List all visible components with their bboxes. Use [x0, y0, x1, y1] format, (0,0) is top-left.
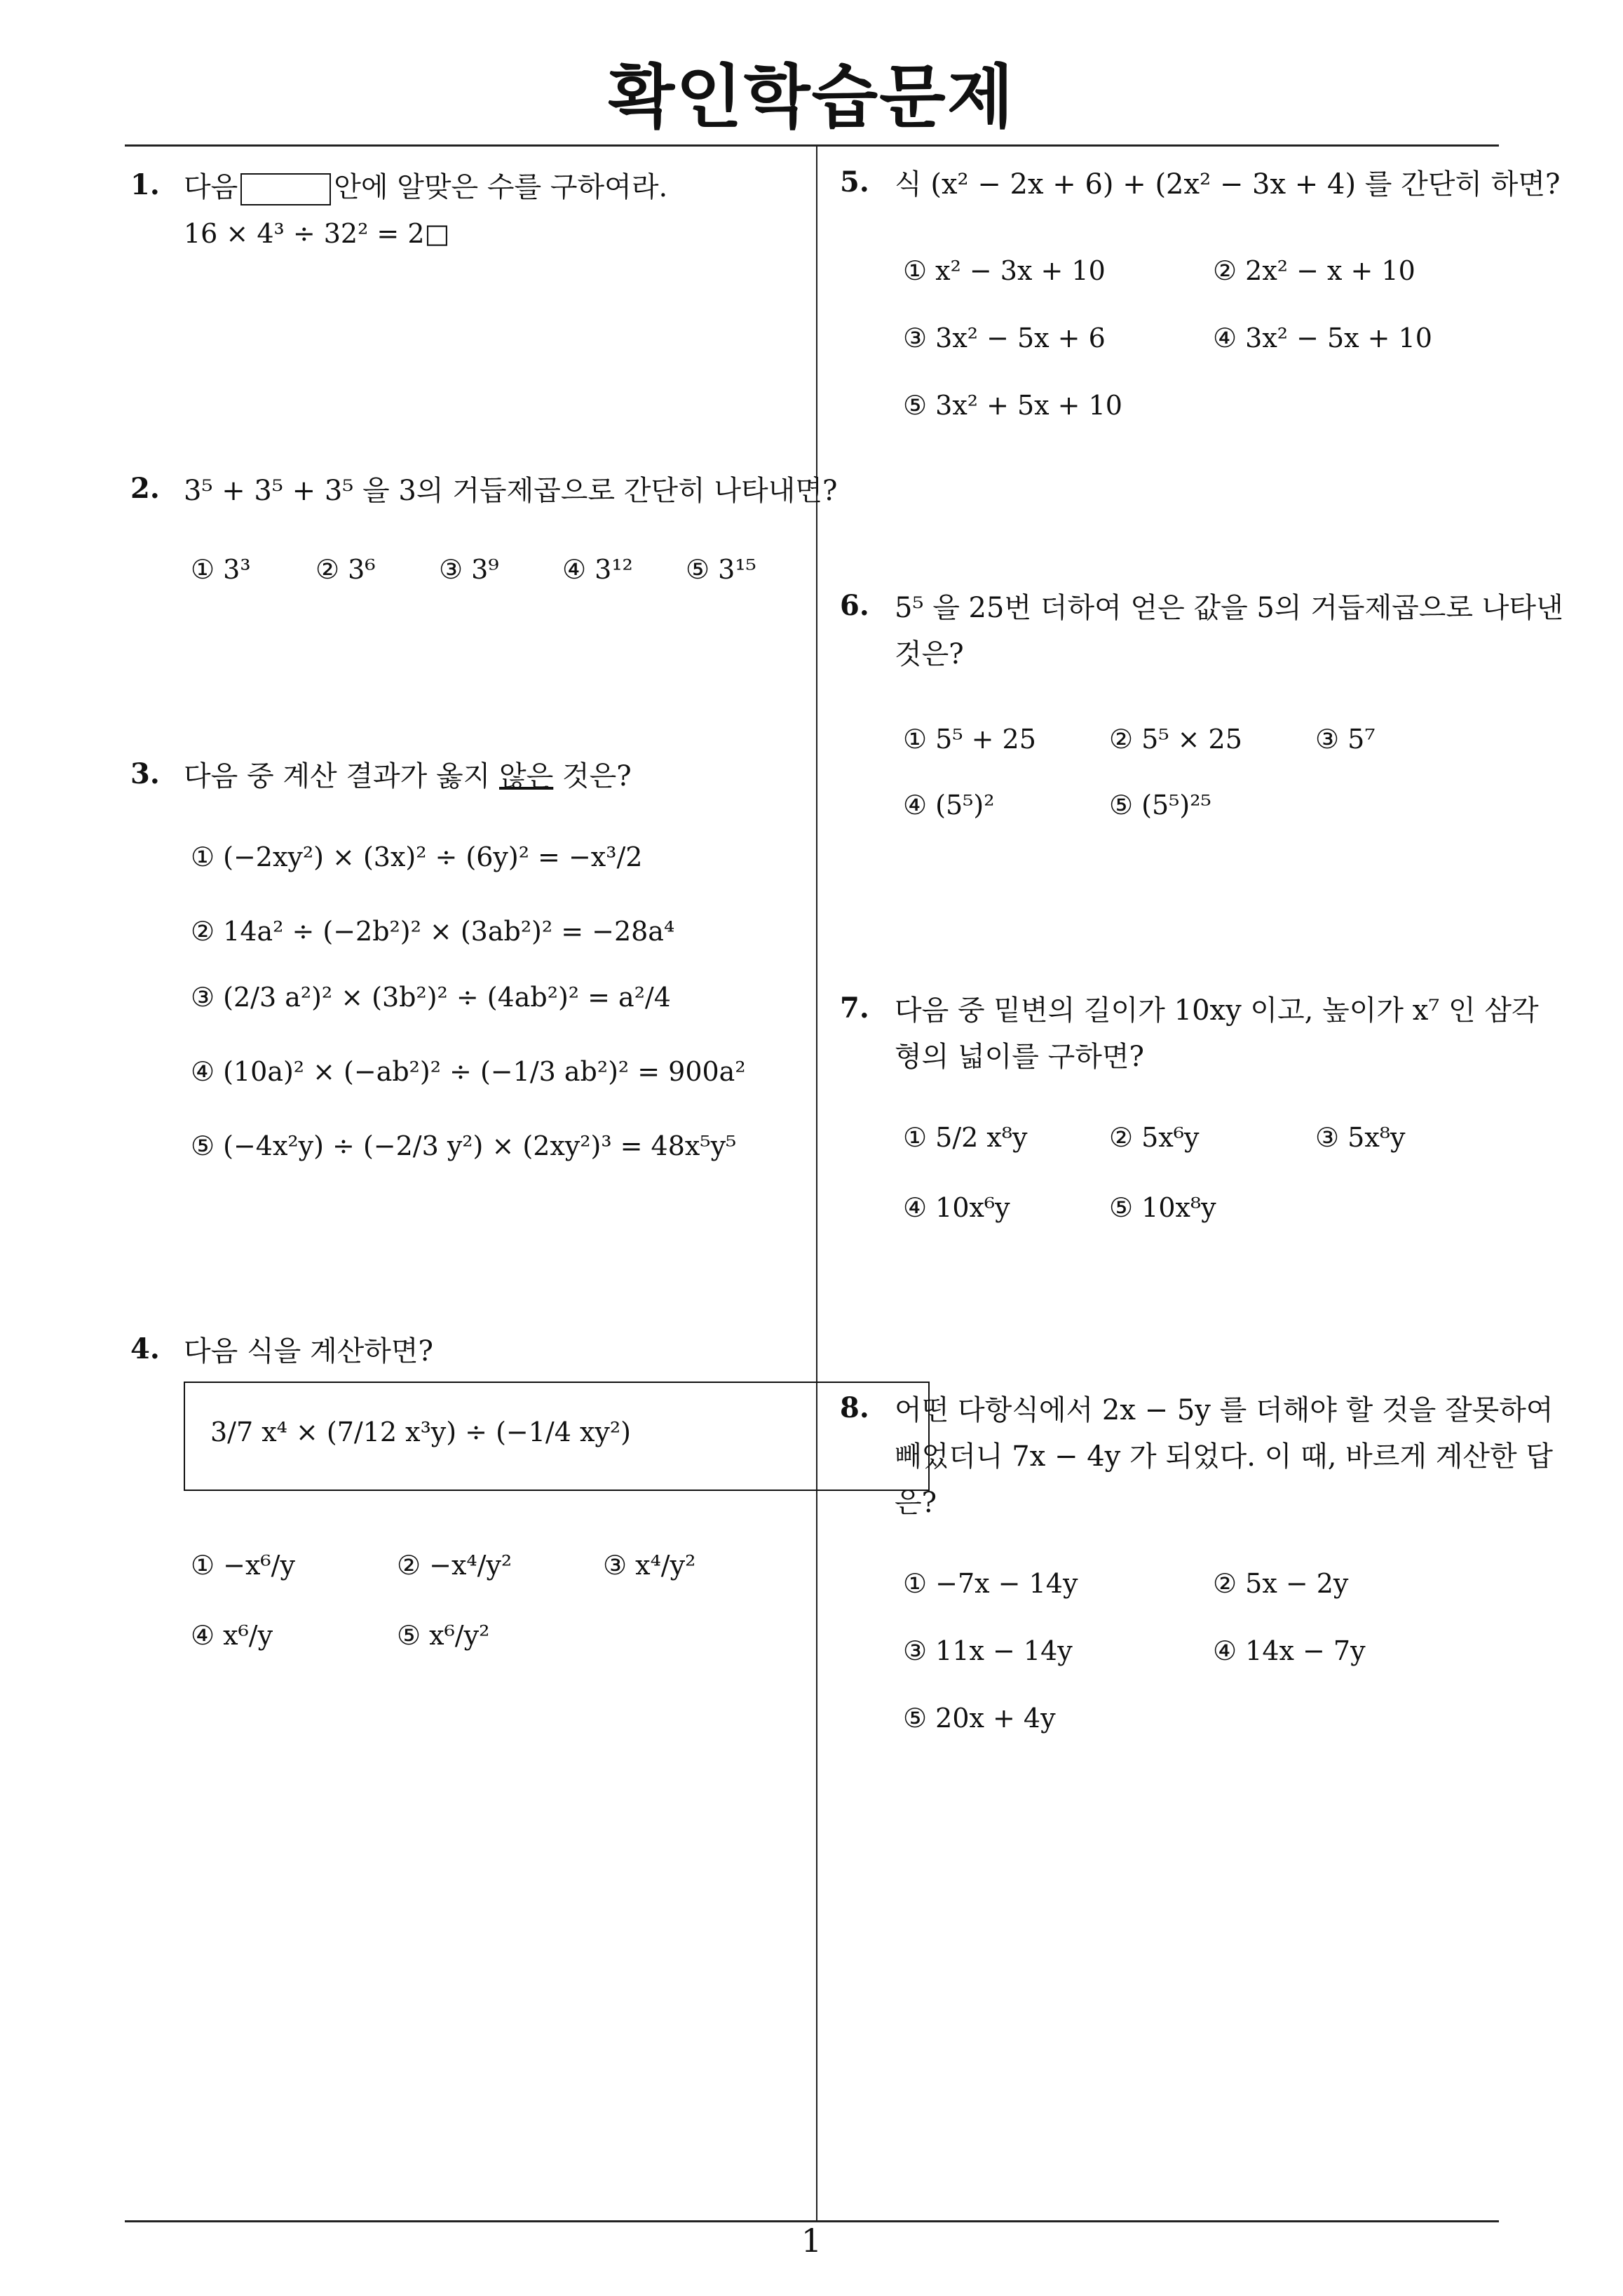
page-title: 확인학습문제: [608, 58, 1015, 137]
option-4[interactable]: ④ (5⁵)²: [903, 790, 995, 821]
question-number: 4.: [130, 1332, 160, 1365]
option-5[interactable]: ⑤ (5⁵)²⁵: [1109, 790, 1211, 821]
question-number: 7.: [840, 992, 869, 1025]
question-text-line-2: 빼었더니 7x − 4y 가 되었다. 이 때, 바르게 계산한 답: [895, 1440, 1554, 1473]
question-text-line-1: 다음 중 밑변의 길이가 10xy 이고, 높이가 x⁷ 인 삼각: [895, 994, 1539, 1027]
question-number: 3.: [130, 757, 160, 790]
option-4[interactable]: ④ x⁶/y: [191, 1620, 273, 1651]
boxed-expression: 3/7 x⁴ × (7/12 x³y) ÷ (−1/4 xy²): [210, 1417, 631, 1447]
option-4[interactable]: ④ 10x⁶y: [903, 1192, 1010, 1223]
question-text: 다음 식을 계산하면?: [184, 1335, 433, 1368]
question-text: 3⁵ + 3⁵ + 3⁵ 을 3의 거듭제곱으로 간단히 나타내면?: [184, 475, 838, 507]
answer-blank-box: [240, 173, 331, 205]
option-1[interactable]: ① 5⁵ + 25: [903, 724, 1036, 755]
option-1[interactable]: ① 3³: [191, 554, 251, 585]
question-text: [184, 750, 632, 802]
option-3[interactable]: ③ 3⁹: [439, 554, 499, 585]
option-4[interactable]: ④ 3x² − 5x + 10: [1213, 323, 1432, 353]
column-divider: [816, 146, 817, 2220]
option-2[interactable]: ② 5⁵ × 25: [1109, 724, 1242, 755]
option-2[interactable]: ② 14a² ÷ (−2b²)² × (3ab²)² = −28a⁴: [191, 916, 675, 947]
option-5[interactable]: ⑤ 10x⁸y: [1109, 1192, 1216, 1223]
question-text-line-3: 은?: [895, 1487, 937, 1519]
expression-box: [184, 1382, 930, 1491]
option-1[interactable]: ① x² − 3x + 10: [903, 255, 1106, 286]
option-5[interactable]: ⑤ 3x² + 5x + 10: [903, 390, 1122, 421]
option-1[interactable]: ① −x⁶/y: [191, 1550, 295, 1581]
question-number: 1.: [130, 168, 160, 201]
underlined-word: 않은: [498, 760, 554, 792]
option-1[interactable]: ① (−2xy²) × (3x)² ÷ (6y)² = −x³/2: [191, 842, 643, 872]
question-text-after: 것은?: [562, 760, 632, 792]
option-2[interactable]: ② 5x − 2y: [1213, 1568, 1349, 1599]
option-3[interactable]: ③ 3x² − 5x + 6: [903, 323, 1106, 353]
option-1[interactable]: ① −7x − 14y: [903, 1568, 1078, 1599]
question-text-line-2: 형의 넓이를 구하면?: [895, 1041, 1144, 1073]
question-text: 식 (x² − 2x + 6) + (2x² − 3x + 4) 를 간단히 하면?: [895, 168, 1561, 201]
option-2[interactable]: ② 2x² − x + 10: [1213, 255, 1415, 286]
question-number: 6.: [840, 589, 869, 622]
option-5[interactable]: ⑤ 20x + 4y: [903, 1703, 1056, 1734]
question-text-line-1: 어떤 다항식에서 2x − 5y 를 더해야 할 것을 잘못하여: [895, 1394, 1554, 1426]
question-text-before: 다음: [184, 171, 238, 203]
option-4[interactable]: ④ (10a)² × (−ab²)² ÷ (−1/3 ab²)² = 900a²: [191, 1056, 746, 1087]
option-2[interactable]: ② 5x⁶y: [1109, 1122, 1200, 1153]
option-5[interactable]: ⑤ x⁶/y²: [397, 1620, 490, 1651]
option-3[interactable]: ③ x⁴/y²: [603, 1550, 696, 1581]
question-number: 2.: [130, 472, 160, 505]
page-number: 1: [801, 2222, 822, 2260]
question-number: 8.: [840, 1391, 869, 1424]
option-3[interactable]: ③ 5⁷: [1315, 724, 1376, 755]
option-4[interactable]: ④ 3¹²: [562, 554, 633, 585]
option-2[interactable]: ② 3⁶: [315, 554, 376, 585]
option-5[interactable]: ⑤ 3¹⁵: [686, 554, 756, 585]
question-text-before: 다음 중 계산 결과가 옳지: [184, 760, 491, 792]
question-text-after: 안에 알맞은 수를 구하여라.: [334, 171, 668, 203]
question-text-line-2: 것은?: [895, 638, 964, 670]
question-number: 5.: [840, 166, 869, 198]
option-3[interactable]: ③ (2/3 a²)² × (3b²)² ÷ (4ab²)² = a²/4: [191, 982, 671, 1013]
option-3[interactable]: ③ 11x − 14y: [903, 1635, 1073, 1666]
top-rule: [125, 144, 1499, 147]
question-expression: 16 × 4³ ÷ 32² = 2□: [184, 218, 450, 249]
option-2[interactable]: ② −x⁴/y²: [397, 1550, 512, 1581]
question-text-line-1: 5⁵ 을 25번 더하여 얻은 값을 5의 거듭제곱으로 나타낸: [895, 592, 1563, 624]
option-4[interactable]: ④ 14x − 7y: [1213, 1635, 1366, 1666]
question-text: [184, 161, 667, 213]
option-5[interactable]: ⑤ (−4x²y) ÷ (−2/3 y²) × (2xy²)³ = 48x⁵y⁵: [191, 1130, 737, 1161]
option-3[interactable]: ③ 5x⁸y: [1315, 1122, 1406, 1153]
option-1[interactable]: ① 5/2 x⁸y: [903, 1122, 1028, 1153]
